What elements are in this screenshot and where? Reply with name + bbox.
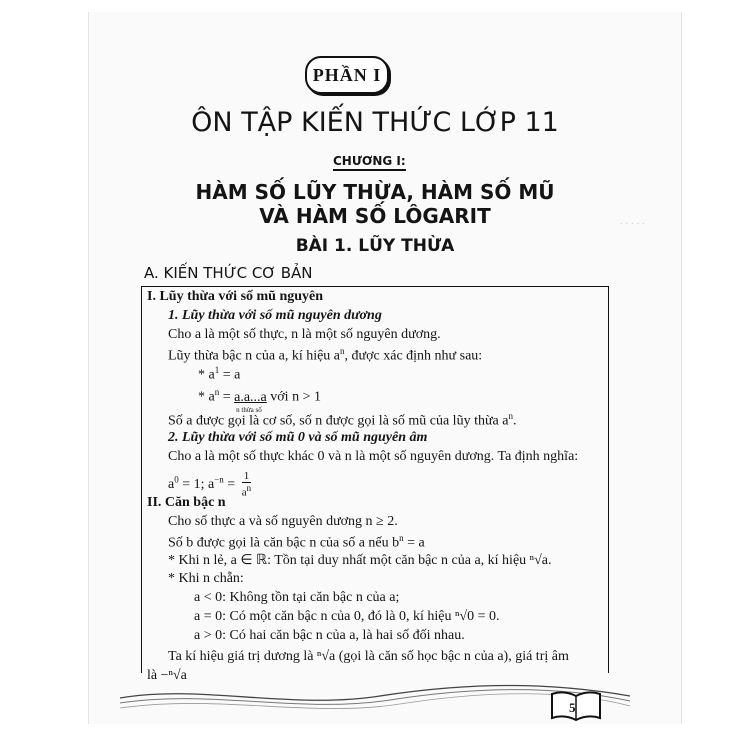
text-line: Cho a là một số thực khác 0 và n là một số nguyên dương. Ta định nghĩa: xyxy=(168,449,579,464)
text-line: a > 0: Có hai căn bậc n của a, là hai số đối nhau. xyxy=(194,628,465,643)
subheading-zero-negative-exponent: 2. Lũy thừa với số mũ 0 và số mũ nguyên âm xyxy=(168,430,428,445)
lesson-title: BÀI 1. LŨY THỪA xyxy=(295,236,455,256)
underbrace-label: n thừa số xyxy=(236,405,262,414)
bleed-through-text: . . . . . xyxy=(620,215,645,227)
subheading-positive-exponent: 1. Lũy thừa với số mũ nguyên dương xyxy=(168,308,382,323)
text-line: là −ⁿ√a xyxy=(147,668,187,683)
text-line: Lũy thừa bậc n của a, kí hiệu $a^n$, được xác định như sau: xyxy=(168,346,483,364)
text-line: Ta kí hiệu giá trị dương là ⁿ√a (gọi là căn số học bậc n của a), giá trị âm xyxy=(168,649,569,664)
page-number: 5 xyxy=(569,700,576,715)
chapter-title-line-2: VÀ HÀM SỐ LÔGARIT xyxy=(259,204,491,228)
chapter-title-line-1: HÀM SỐ LŨY THỪA, HÀM SỐ MŨ xyxy=(195,180,555,204)
heading-integer-exponent: I. Lũy thừa với số mũ nguyên xyxy=(147,289,324,304)
text-line: a < 0: Không tồn tại căn bậc n của a; xyxy=(194,590,400,605)
text-line: a = 0: Có một căn bậc n của 0, đó là 0, kí hiệu ⁿ√0 = 0. xyxy=(194,609,500,624)
formula-a1: * $a^1 = a$ xyxy=(198,365,241,383)
part-title: ÔN TẬP KIẾN THỨC LỚP 11 xyxy=(191,107,559,138)
formula-zero-negative: $a^0 = 1$; $a^{-n}$ = $\frac{1}{a^n}$ xyxy=(168,470,252,499)
heading-nth-root: II. Căn bậc n xyxy=(147,495,226,510)
content-box xyxy=(141,286,609,683)
chapter-label: CHƯƠNG I: xyxy=(333,154,406,171)
part-label: PHẦN I xyxy=(312,64,382,85)
formula-an: * $a^n = a.a...a$ n thừa số với n > 1 xyxy=(198,387,321,414)
text-line: Cho số thực a và số nguyên dương n ≥ 2. xyxy=(168,514,398,529)
text-line: * Khi n lẻ, a ∈ ℝ: Tồn tại duy nhất một căn bậc n của a, kí hiệu ⁿ√a. xyxy=(168,553,552,568)
section-title: A. KIẾN THỨC CƠ BẢN xyxy=(144,264,313,282)
open-book-icon xyxy=(548,688,604,724)
text-line: * Khi n chẵn: xyxy=(168,571,244,586)
part-badge xyxy=(305,56,389,94)
text-line: Cho a là một số thực, n là một số nguyên dương. xyxy=(168,327,441,342)
text-line: Số b được gọi là căn bậc n của số a nếu $b^n = a$ xyxy=(168,533,425,551)
text-line: Số a được gọi là cơ số, số n được gọi là số mũ của lũy thừa $a^n$. xyxy=(168,411,517,429)
